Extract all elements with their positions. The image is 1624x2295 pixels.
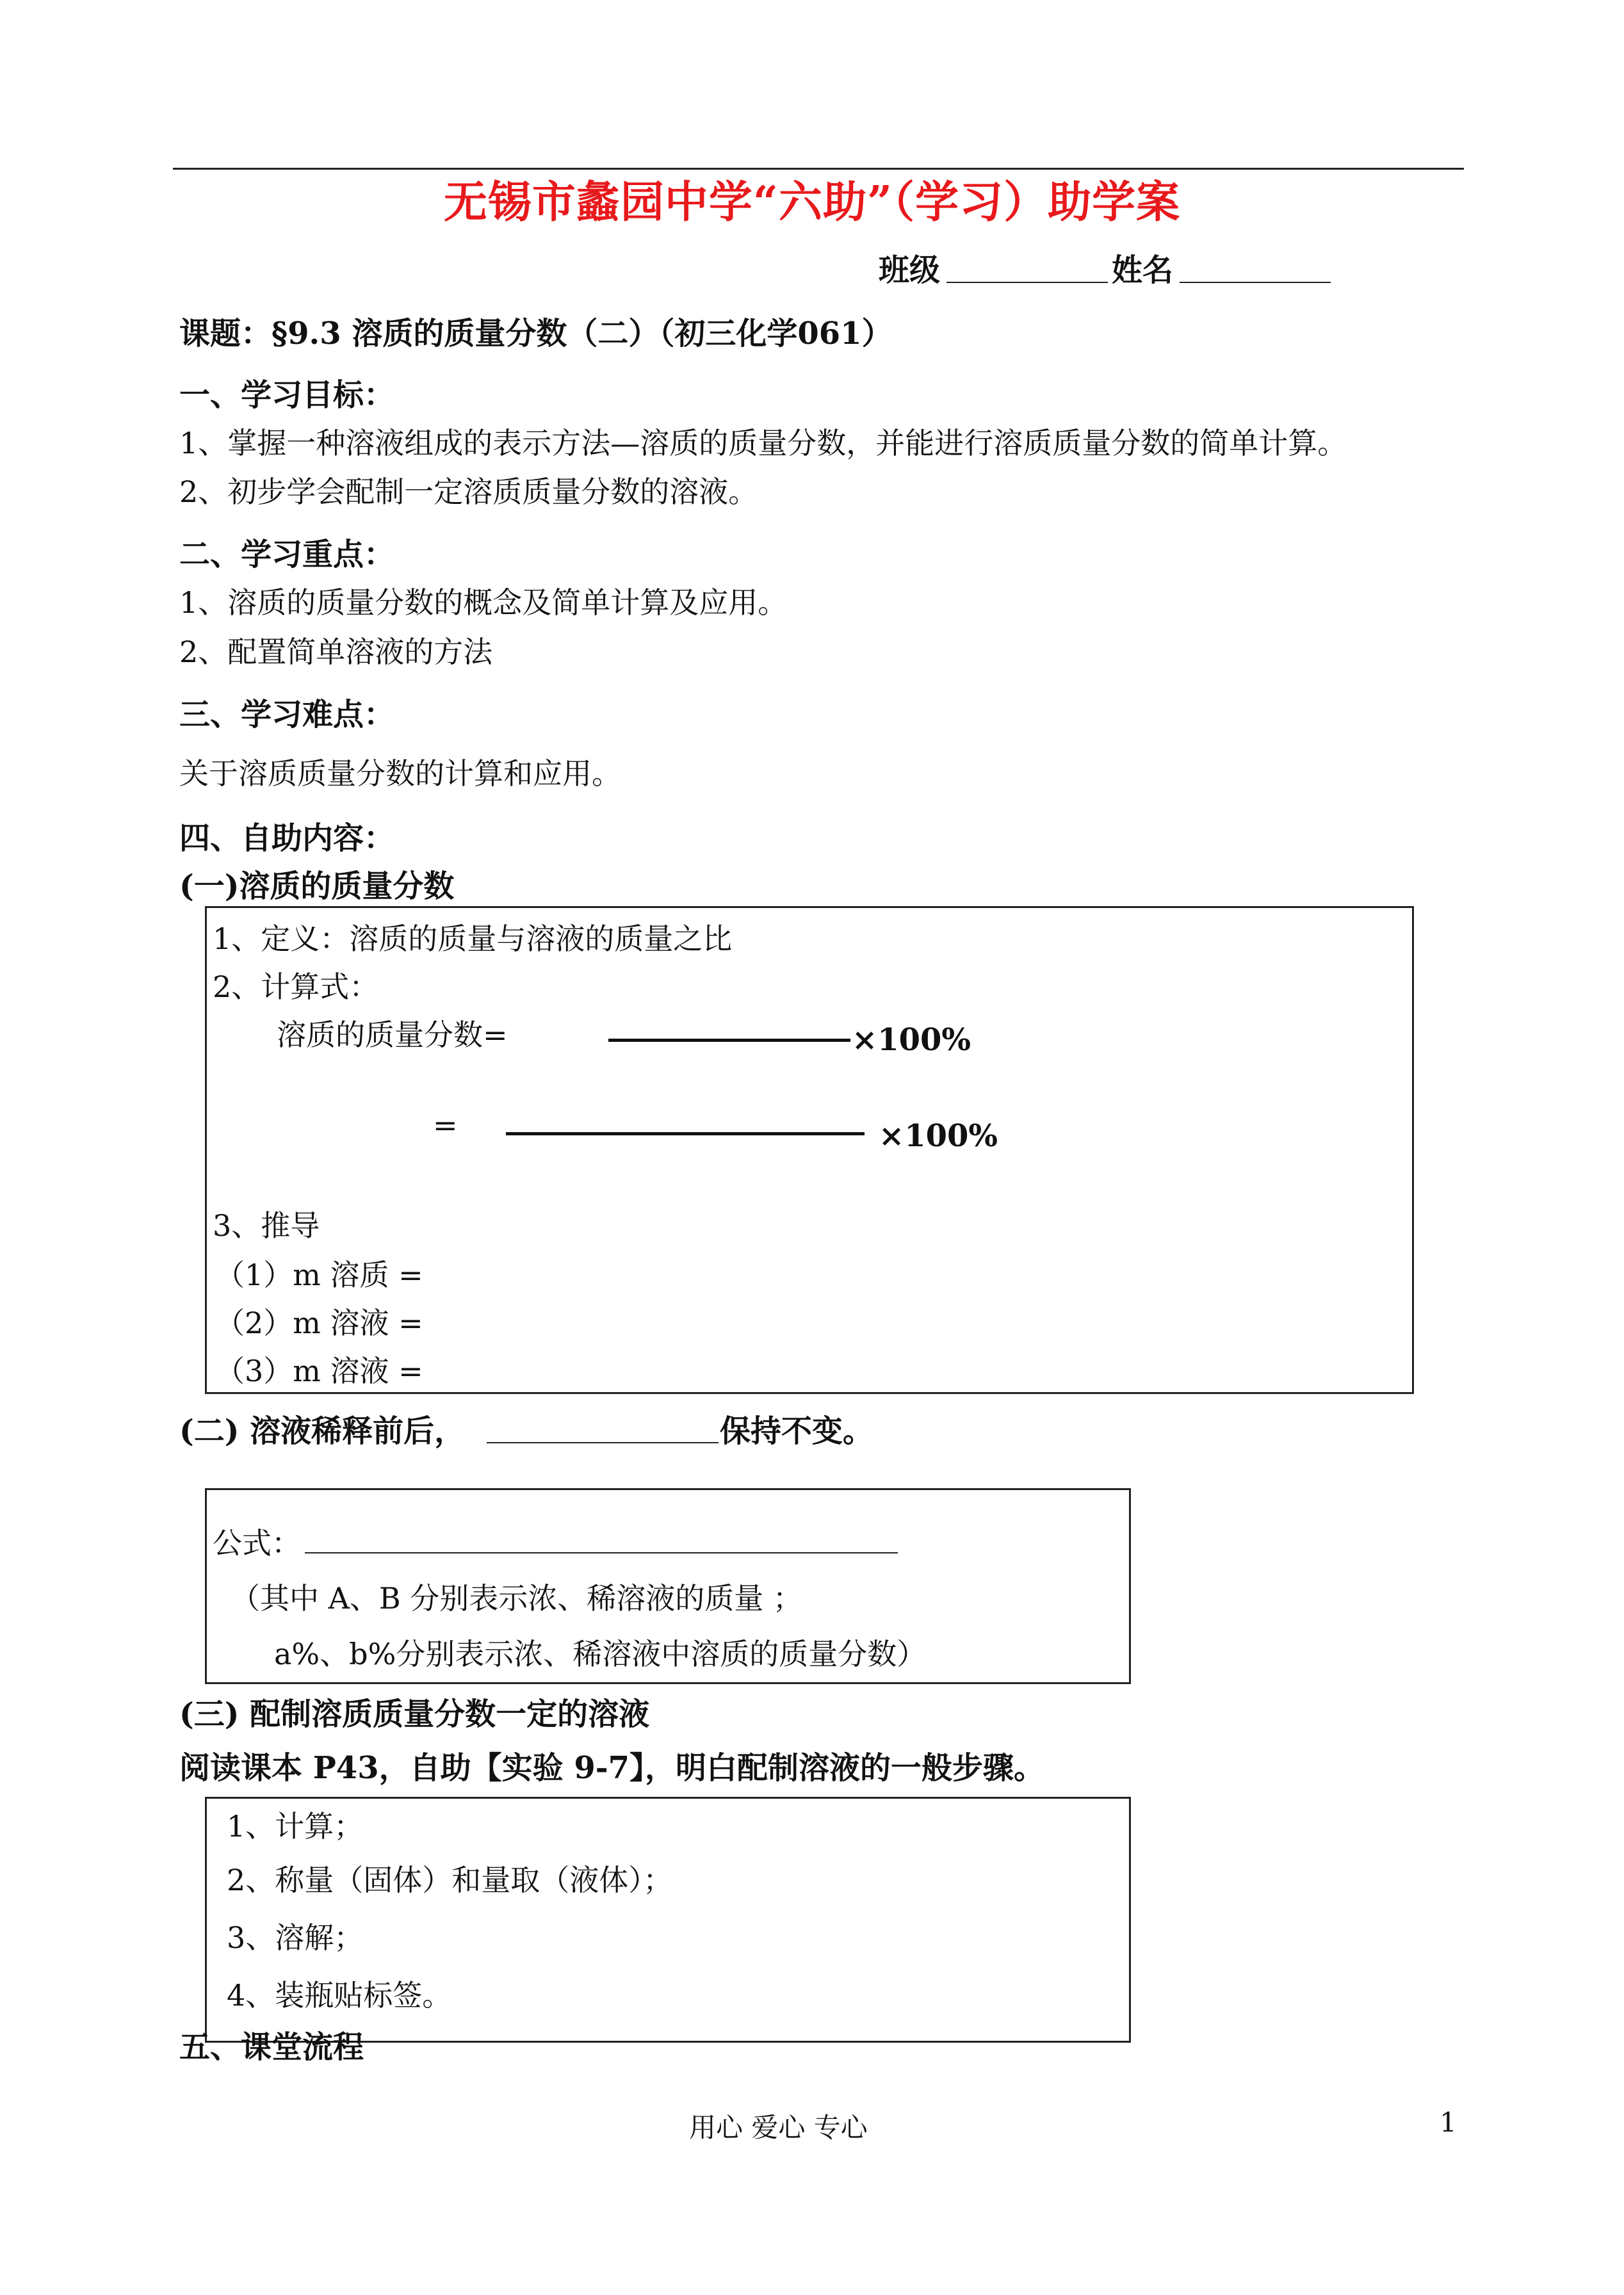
fraction-bar [608, 1039, 850, 1042]
derive-item: （2）m 溶液 = [215, 1306, 423, 1340]
class-label: 班级 [879, 252, 941, 288]
definition-text: 1、定义：溶质的质量与溶液的质量之比 [213, 921, 733, 956]
difficulties-heading: 三、学习难点： [179, 697, 395, 733]
self-help-heading: 四、自助内容： [179, 820, 395, 856]
times-100-a: ×100% [852, 1022, 971, 1058]
name-label: 姓名 [1112, 252, 1174, 288]
step-item: 1、计算； [227, 1809, 364, 1844]
formula-label: 2、计算式： [213, 969, 379, 1004]
goal-item: 2、初步学会配制一定溶质质量分数的溶液。 [179, 474, 758, 509]
step-item: 4、装瓶贴标签。 [227, 1978, 452, 2013]
key-point-item: 2、配置简单溶液的方法 [179, 635, 493, 669]
derive-item: （1）m 溶质 = [215, 1258, 423, 1292]
page-title: 无锡市蠡园中学“六助”（学习）助学案 [443, 177, 1181, 228]
topic-line: 课题：§9.3 溶质的质量分数（二）（初三化学061） [179, 316, 893, 352]
part3-heading: (三) 配制溶质质量分数一定的溶液 [179, 1696, 650, 1732]
note-line: （其中 A、B 分别表示浓、稀溶液的质量 ； [231, 1581, 802, 1616]
note-line: a%、b%分别表示浓、稀溶液中溶质的质量分数） [274, 1637, 927, 1671]
part3-instruction: 阅读课本 P43，自助【实验 9-7】，明白配制溶液的一般步骤。 [179, 1750, 1045, 1786]
derive-item: （3）m 溶液 = [215, 1354, 423, 1388]
times-100-b: ×100% [879, 1118, 998, 1154]
derive-label: 3、推导 [213, 1208, 320, 1243]
formula-lhs: 溶质的质量分数= [277, 1018, 508, 1052]
formula-blank[interactable] [305, 1552, 898, 1553]
equals-sign: = [433, 1108, 458, 1142]
flow-heading: 五、课堂流程 [179, 2029, 364, 2065]
part2-heading-after: 保持不变。 [720, 1413, 874, 1449]
page-number: 1 [1440, 2107, 1457, 2138]
class-blank[interactable] [946, 282, 1108, 283]
key-point-item: 1、溶质的质量分数的概念及简单计算及应用。 [179, 585, 788, 620]
footer-slogan: 用心 爱心 专心 [689, 2112, 868, 2143]
fraction-bar [506, 1132, 865, 1135]
name-blank[interactable] [1180, 282, 1331, 283]
difficulties-text: 关于溶质质量分数的计算和应用。 [179, 756, 621, 791]
goals-heading: 一、学习目标： [179, 377, 395, 413]
goal-item: 1、掌握一种溶液组成的表示方法—溶质的质量分数，并能进行溶质质量分数的简单计算。 [179, 426, 1347, 460]
formula-label: 公式： [213, 1526, 301, 1561]
part2-heading-before: (二) 溶液稀释前后， [179, 1413, 466, 1449]
key-points-heading: 二、学习重点： [179, 537, 395, 572]
part1-heading: (一)溶质的质量分数 [179, 868, 455, 904]
step-item: 2、称量（固体）和量取（液体）； [227, 1863, 673, 1897]
dilution-blank[interactable] [487, 1442, 719, 1443]
step-item: 3、溶解； [227, 1920, 364, 1955]
